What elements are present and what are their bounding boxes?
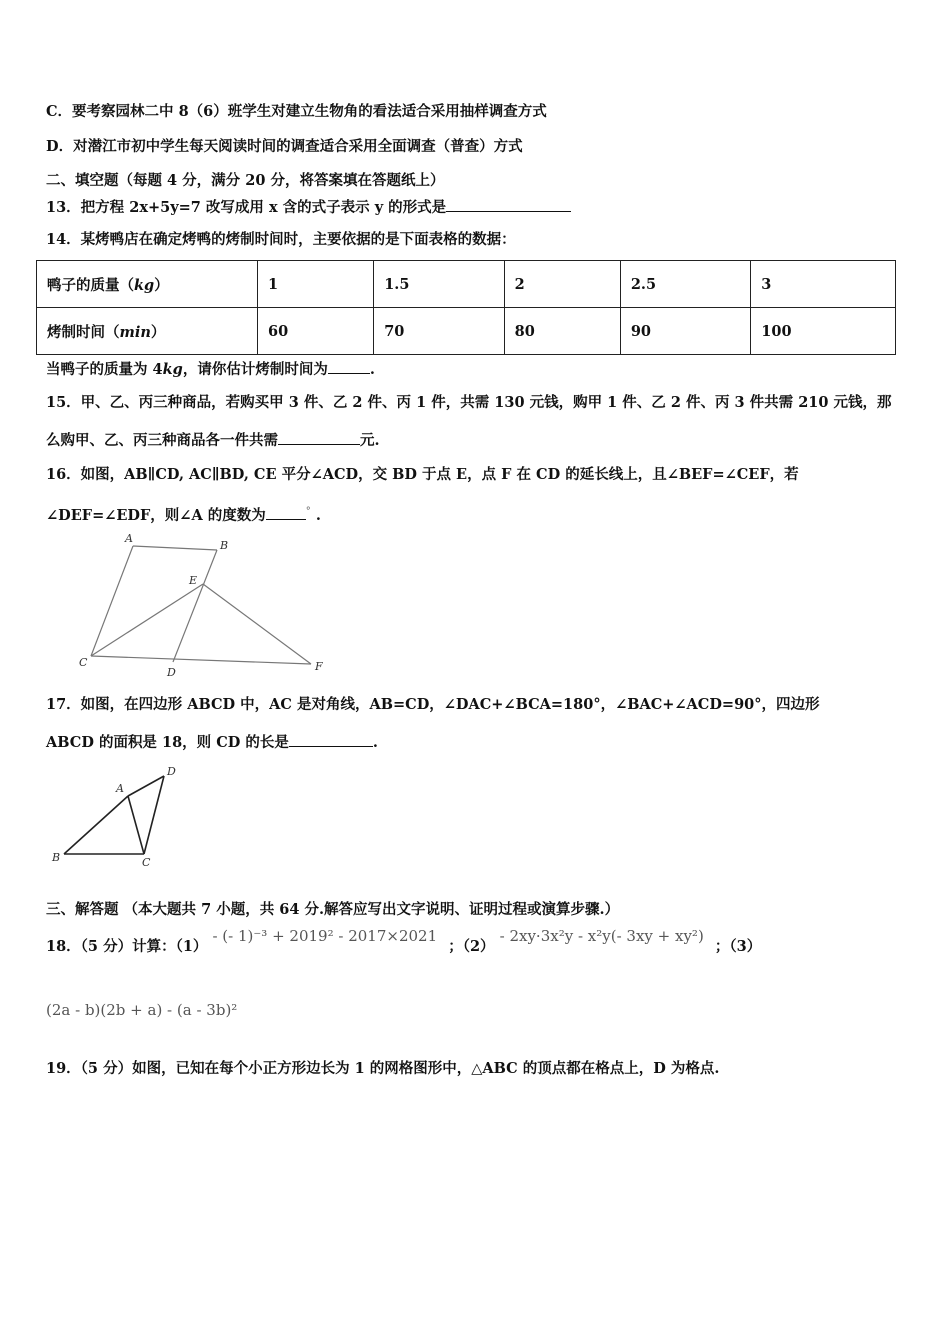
question-16-line-1: 16．如图，AB∥CD, AC∥BD, CE 平分∠ACD，交 BD 于点 E，点 F 在 CD 的延长线上，且∠BEF=∠CEF，若 — [46, 466, 799, 483]
label-b: B — [52, 851, 61, 864]
expression-2: - 2xy·3x²y - x²y(- 3xy + xy²) — [499, 927, 704, 945]
table-cell: 2 — [504, 261, 620, 308]
figure-16 — [75, 532, 340, 680]
label-b: B — [220, 539, 229, 552]
table-cell: 80 — [504, 308, 620, 355]
answer-blank-16[interactable] — [266, 505, 306, 520]
segment-ce — [91, 584, 203, 656]
question-14: 14．某烤鸭店在确定烤鸭的烤制时间时，主要依据的是下面表格的数据： — [46, 231, 516, 248]
table-cell: 60 — [258, 308, 374, 355]
label-c: C — [142, 856, 151, 869]
section-3-heading: 三、解答题 （本大题共 7 小题，共 64 分.解答应写出文字说明、证明过程或演算步骤.） — [46, 901, 620, 918]
question-14-prompt: 当鸭子的质量为 4kg，请你估计烤制时间为 . — [46, 361, 375, 378]
question-16-line-2: ∠DEF=∠EDF，则∠A 的度数为 ° . — [46, 506, 321, 524]
table-cell: 1 — [258, 261, 374, 308]
segment-ab — [133, 546, 217, 550]
question-19: 19．（5 分）如图，已知在每个小正方形边长为 1 的网格图形中，△ABC 的顶点都在格点上，D 为格点. — [46, 1060, 720, 1077]
question-15-line-1: 15．甲、乙、丙三种商品，若购买甲 3 件、乙 2 件、丙 1 件，共需 130 元钱，购甲 1 件、乙 2 件、丙 3 件共需 210 元钱，那 — [46, 394, 892, 411]
label-a: A — [116, 782, 124, 795]
label-e: E — [189, 574, 198, 587]
expression-1: - (- 1)⁻³ + 2019² - 2017×2021 — [212, 927, 438, 945]
option-c: C．要考察园林二中 8（6）班学生对建立生物角的看法适合采用抽样调查方式 — [46, 103, 547, 120]
answer-blank-17[interactable] — [289, 732, 373, 747]
table-cell: 2.5 — [620, 261, 750, 308]
label-d: D — [167, 765, 176, 778]
segment-ac — [128, 796, 144, 854]
expression-3: (2a - b)(2b + a) - (a - 3b)² — [46, 1001, 238, 1019]
table-14 — [36, 260, 896, 355]
segment-dc — [144, 776, 164, 854]
table-header-time: 烤制时间（min） — [37, 308, 258, 355]
table-cell: 1.5 — [374, 261, 504, 308]
question-17-line-2: ABCD 的面积是 18，则 CD 的长是 . — [46, 734, 378, 751]
answer-blank-14[interactable] — [328, 359, 370, 374]
figure-17 — [48, 762, 188, 870]
segment-ad — [128, 776, 164, 796]
label-a: A — [125, 532, 133, 545]
table-cell: 3 — [751, 261, 896, 308]
section-2-heading: 二、填空题（每题 4 分，满分 20 分，将答案填在答题纸上） — [46, 172, 445, 189]
table-cell: 70 — [374, 308, 504, 355]
segment-ba — [64, 796, 128, 854]
answer-blank-13[interactable] — [446, 197, 571, 212]
answer-blank-15[interactable] — [278, 430, 360, 445]
segment-cf — [91, 656, 311, 664]
table-cell: 100 — [751, 308, 896, 355]
question-17-line-1: 17．如图，在四边形 ABCD 中，AC 是对角线，AB=CD，∠DAC+∠BCA=180°，∠BAC+∠ACD=90°，四边形 — [46, 696, 820, 713]
label-d: D — [167, 666, 176, 679]
label-f: F — [315, 660, 323, 673]
table-header-mass: 鸭子的质量（kg） — [37, 261, 258, 308]
table-cell: 90 — [620, 308, 750, 355]
table-row — [37, 261, 896, 308]
question-15-line-2: 么购甲、乙、丙三种商品各一件共需 元. — [46, 432, 380, 449]
segment-ac — [91, 546, 133, 656]
question-18: 18．（5 分）计算：（1） - (- 1)⁻³ + 2019² - 2017×2021 ；（2） - 2xy·3x²y - x²y(- 3xy + xy²) ；（3） — [46, 927, 762, 955]
segment-bd — [173, 550, 217, 662]
table-row — [37, 308, 896, 355]
question-13 — [46, 197, 571, 218]
label-c: C — [79, 656, 88, 669]
question-13-text: 13．把方程 2x+5y=7 改写成用 x 含的式子表示 y 的形式是 — [46, 199, 447, 216]
option-d: D．对潜江市初中学生每天阅读时间的调查适合采用全面调查（普查）方式 — [46, 138, 523, 155]
segment-ef — [203, 584, 311, 664]
